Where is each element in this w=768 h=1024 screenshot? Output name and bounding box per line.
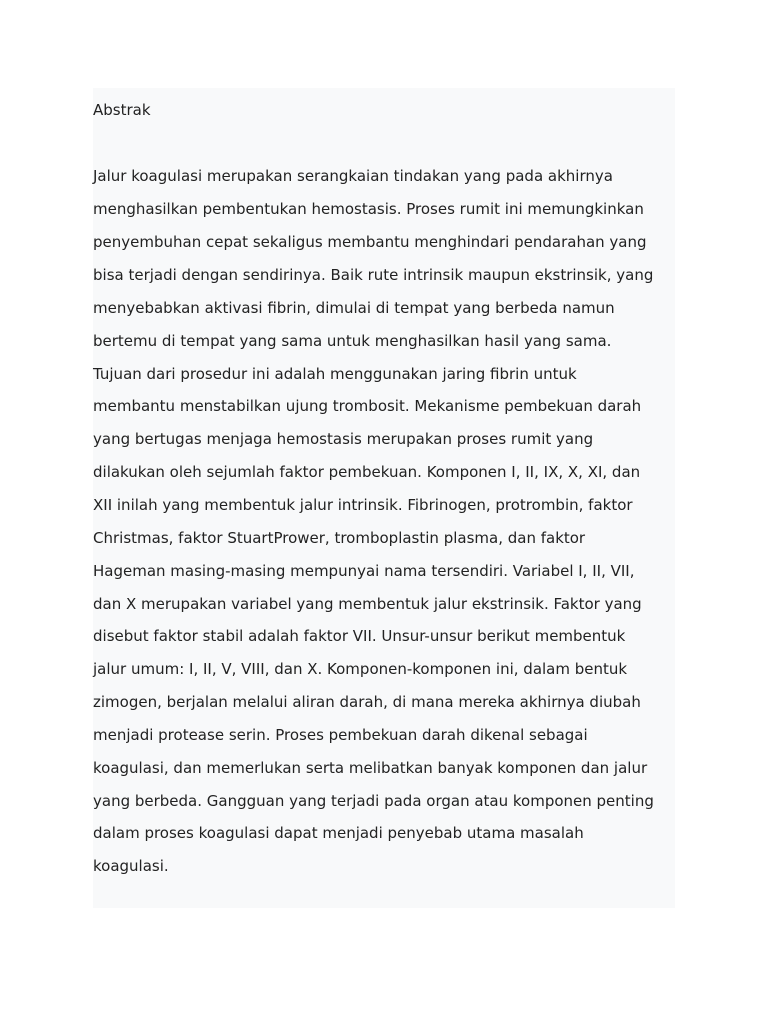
- abstract-heading: Abstrak: [93, 101, 151, 119]
- paragraph-line: menyebabkan aktivasi fibrin, dimulai di tempat yang berbeda namun: [93, 299, 615, 317]
- paragraph-line: yang bertugas menjaga hemostasis merupakan proses rumit yang: [93, 430, 594, 448]
- paragraph-line: bertemu di tempat yang sama untuk menghasilkan hasil yang sama.: [93, 332, 612, 350]
- paragraph-line: dalam proses koagulasi dapat menjadi penyebab utama masalah: [93, 824, 584, 842]
- paragraph-line: bisa terjadi dengan sendirinya. Baik rute intrinsik maupun ekstrinsik, yang: [93, 266, 654, 284]
- paragraph-line: koagulasi, dan memerlukan serta melibatkan banyak komponen dan jalur: [93, 759, 648, 777]
- paragraph-line: XII inilah yang membentuk jalur intrinsik. Fibrinogen, protrombin, faktor: [93, 496, 633, 514]
- paragraph-line: Tujuan dari prosedur ini adalah menggunakan jaring fibrin untuk: [93, 365, 577, 383]
- paragraph-line: penyembuhan cepat sekaligus membantu menghindari pendarahan yang: [93, 233, 647, 251]
- text-block: [93, 88, 675, 908]
- paragraph-line: membantu menstabilkan ujung trombosit. Mekanisme pembekuan darah: [93, 397, 642, 415]
- paragraph-line: menjadi protease serin. Proses pembekuan darah dikenal sebagai: [93, 726, 588, 744]
- paragraph-line: Jalur koagulasi merupakan serangkaian tindakan yang pada akhirnya: [93, 167, 613, 185]
- paragraph-line: disebut faktor stabil adalah faktor VII. Unsur-unsur berikut membentuk: [93, 627, 626, 645]
- paragraph-line: koagulasi.: [93, 857, 169, 875]
- paragraph-line: menghasilkan pembentukan hemostasis. Proses rumit ini memungkinkan: [93, 200, 644, 218]
- paragraph-line: zimogen, berjalan melalui aliran darah, di mana mereka akhirnya diubah: [93, 693, 641, 711]
- paragraph-line: yang berbeda. Gangguan yang terjadi pada organ atau komponen penting: [93, 792, 654, 810]
- paragraph-line: dan X merupakan variabel yang membentuk jalur ekstrinsik. Faktor yang: [93, 595, 642, 613]
- paragraph-line: Hageman masing-masing mempunyai nama tersendiri. Variabel I, II, VII,: [93, 562, 635, 580]
- paragraph-line: Christmas, faktor StuartPrower, tromboplastin plasma, dan faktor: [93, 529, 586, 547]
- paragraph-line: jalur umum: I, II, V, VIII, dan X. Komponen-komponen ini, dalam bentuk: [93, 660, 628, 678]
- paragraph-line: dilakukan oleh sejumlah faktor pembekuan. Komponen I, II, IX, X, XI, dan: [93, 463, 641, 481]
